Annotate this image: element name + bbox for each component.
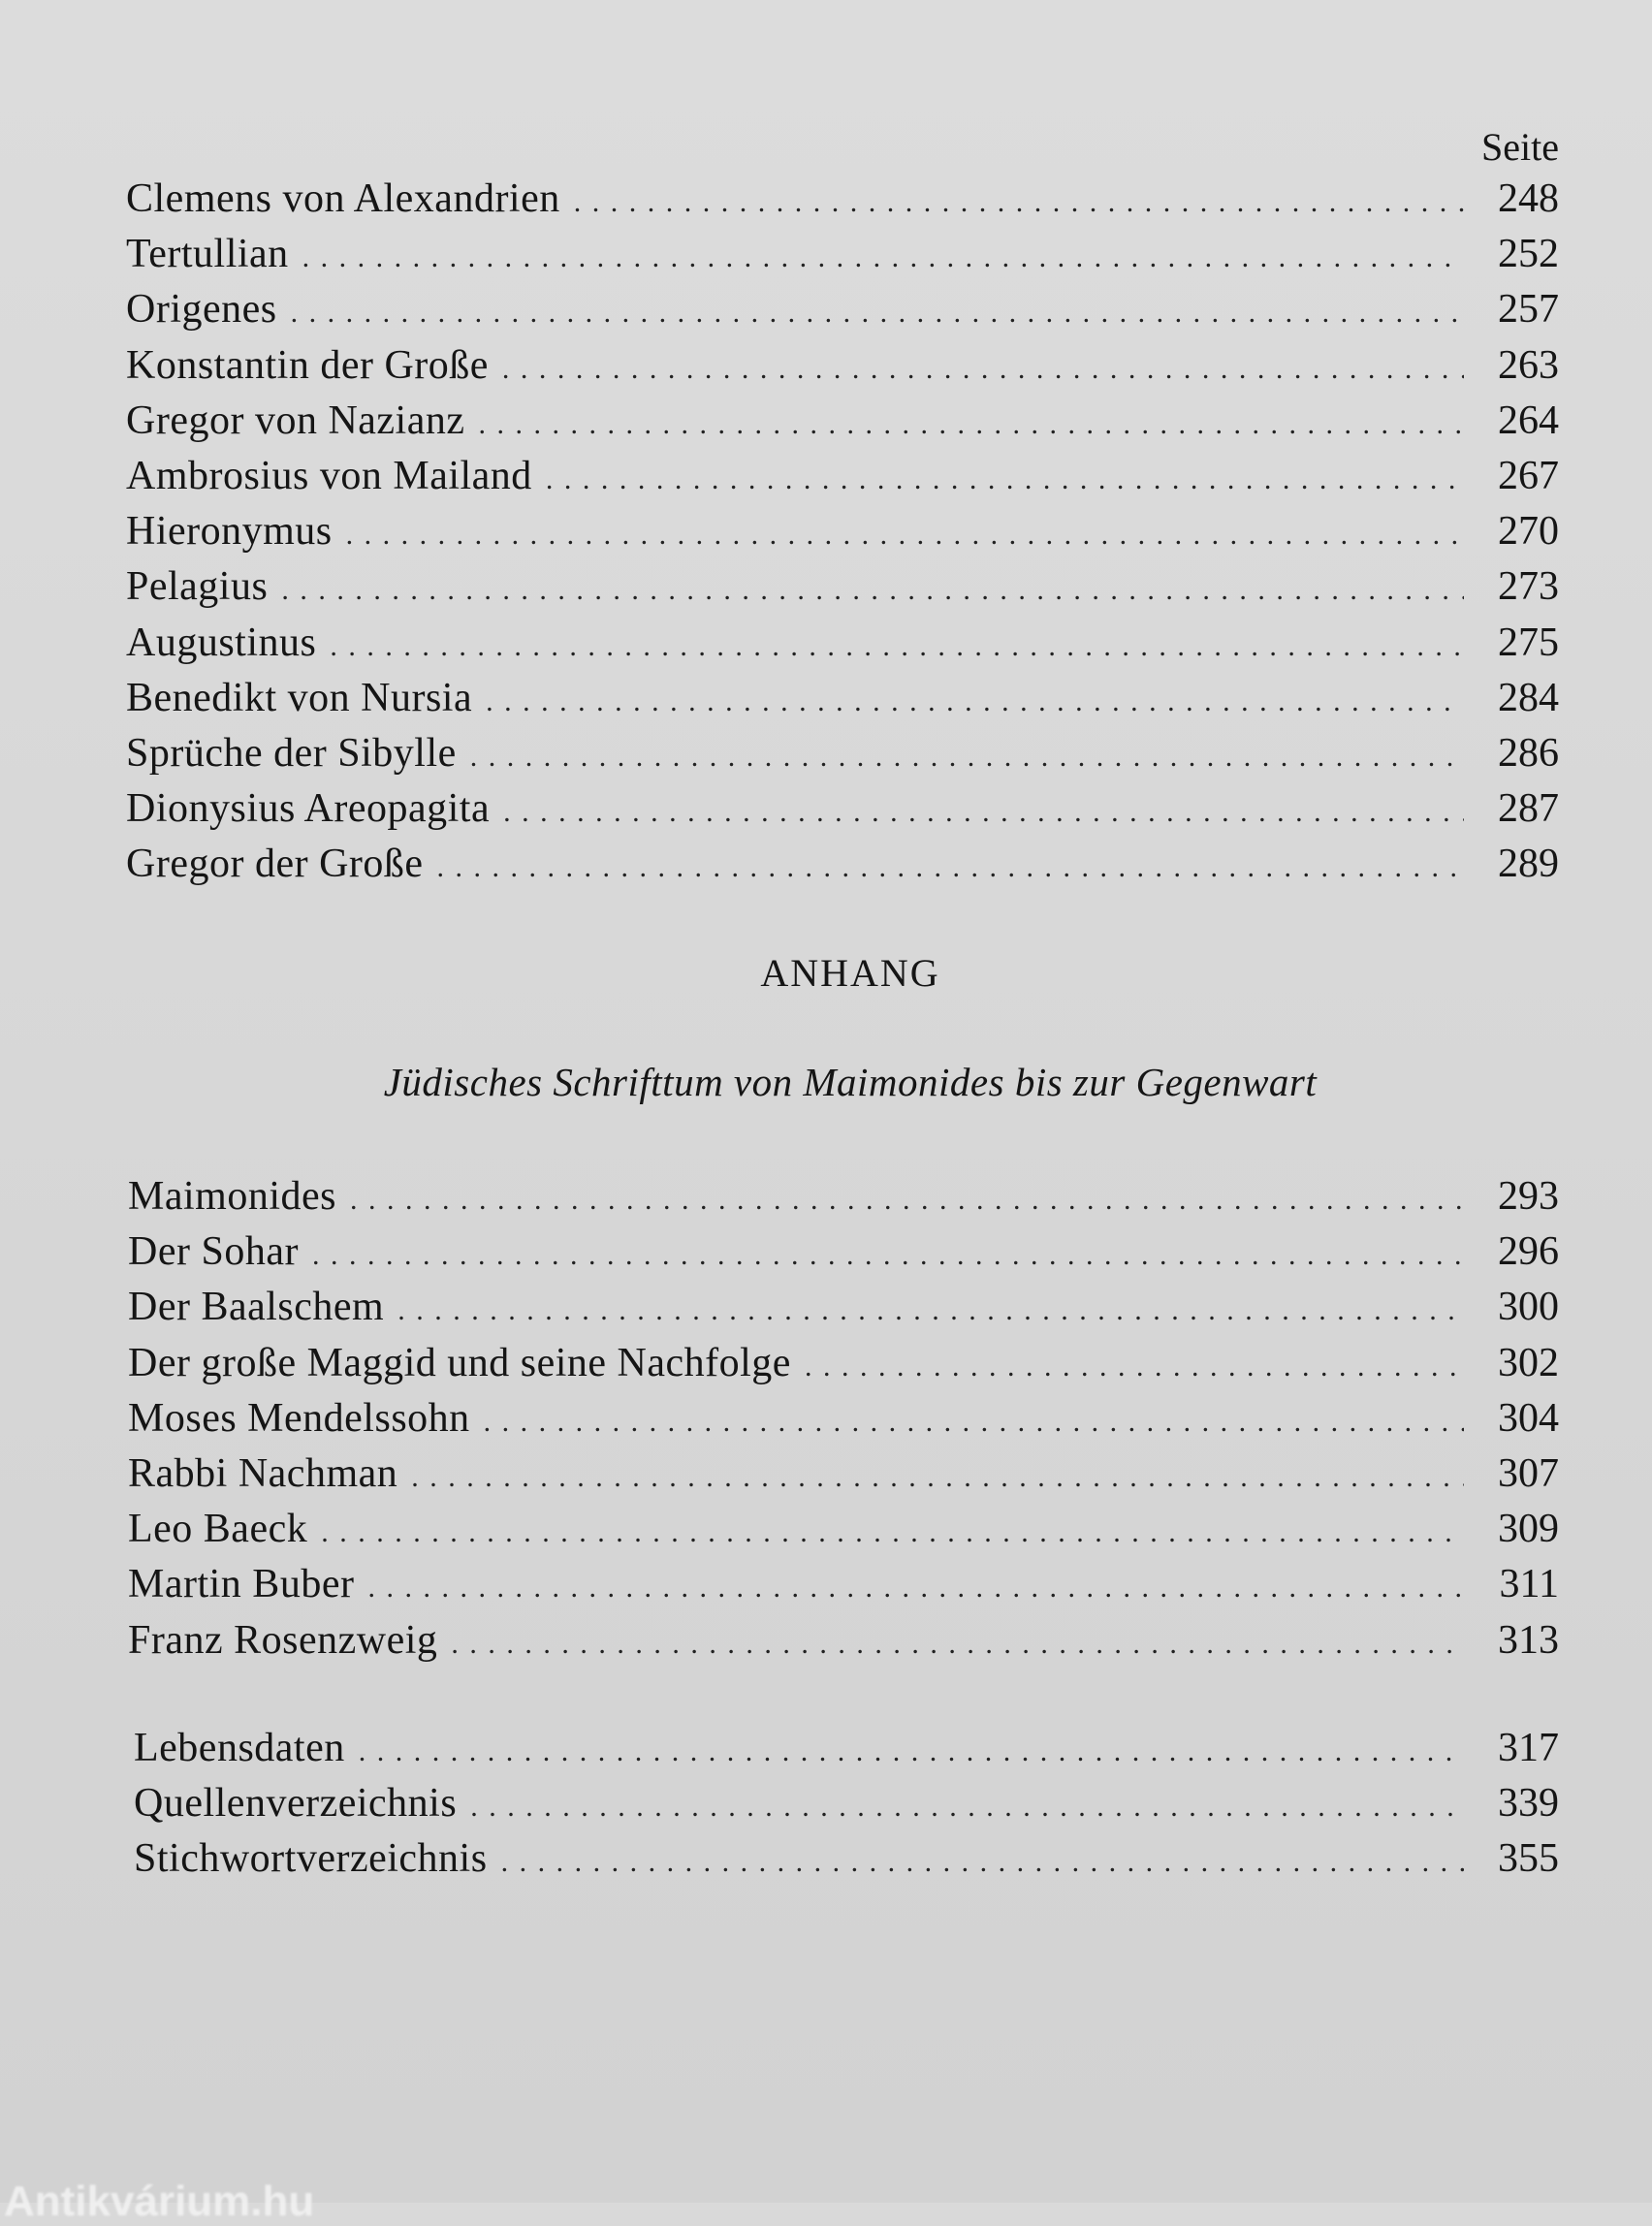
toc-entry: [126, 620, 1559, 675]
dot-leader: [367, 1572, 1464, 1605]
dot-leader: [359, 1735, 1464, 1768]
toc-entry-page: 317: [1498, 1726, 1559, 1770]
dot-leader: [451, 1628, 1464, 1661]
toc-entry: [126, 286, 1559, 341]
toc-entry-page: 355: [1498, 1836, 1559, 1882]
page-column-header: Seite: [1481, 125, 1559, 169]
toc-entry-page: 293: [1498, 1174, 1559, 1219]
toc-entry: [128, 1506, 1559, 1561]
toc-entry-page: 252: [1498, 232, 1559, 277]
toc-entry-title: Rabbi Nachman: [128, 1450, 398, 1496]
toc-entry: [126, 508, 1559, 563]
dot-leader: [503, 796, 1464, 829]
dot-leader: [805, 1351, 1464, 1383]
toc-entry-title: Lebensdaten: [134, 1726, 345, 1770]
toc-entry: [126, 398, 1559, 453]
toc-entry-title: Gregor der Große: [126, 842, 424, 887]
dot-leader: [437, 851, 1464, 884]
toc-entry-title: Hieronymus: [126, 509, 333, 555]
toc-entry-title: Benedikt von Nursia: [126, 675, 473, 720]
toc-entry-page: 289: [1498, 842, 1559, 887]
dot-leader: [546, 463, 1464, 496]
toc-entry-title: Dionysius Areopagita: [126, 786, 491, 832]
toc-entry-title: Der Baalschem: [128, 1285, 385, 1330]
toc-entry-page: 309: [1498, 1507, 1559, 1552]
toc-entry-title: Tertullian: [126, 232, 289, 277]
toc-entry: [126, 231, 1559, 286]
toc-entry-title: Konstantin der Große: [126, 342, 489, 388]
toc-entry-title: Maimonides: [128, 1174, 336, 1219]
toc-entry-title: Ambrosius von Mailand: [126, 453, 532, 498]
dot-leader: [501, 1846, 1464, 1879]
toc-entry-page: 267: [1498, 453, 1559, 498]
toc-entry: [126, 175, 1559, 231]
dot-leader: [470, 741, 1464, 774]
toc-entry-page: 302: [1498, 1340, 1559, 1385]
toc-entry: [126, 453, 1559, 508]
dot-leader: [302, 241, 1464, 274]
toc-entry-page: 286: [1498, 730, 1559, 776]
toc-entry: [126, 730, 1559, 785]
toc-entry: [126, 675, 1559, 730]
toc-entry: [126, 841, 1559, 896]
dot-leader: [502, 353, 1464, 386]
toc-entry: [134, 1835, 1559, 1891]
toc-entry-title: Stichwortverzeichnis: [134, 1836, 488, 1882]
dot-leader: [281, 574, 1464, 607]
toc-entry-page: 264: [1498, 398, 1559, 443]
toc-entry-title: Origenes: [126, 287, 277, 333]
toc-entry-title: Gregor von Nazianz: [126, 398, 465, 443]
dot-leader: [346, 519, 1464, 552]
toc-entry-title: Clemens von Alexandrien: [126, 176, 560, 221]
toc-entry-page: 270: [1498, 509, 1559, 555]
dot-leader: [291, 297, 1464, 330]
toc-entry: [134, 1725, 1559, 1780]
toc-entry: [126, 785, 1559, 841]
toc-entry: [134, 1780, 1559, 1835]
toc-entry: [128, 1561, 1559, 1616]
dot-leader: [486, 685, 1464, 718]
toc-entry-page: 273: [1498, 564, 1559, 610]
toc-section-3: [134, 1725, 1559, 1892]
toc-entry-page: 313: [1498, 1617, 1559, 1663]
toc-entry: [126, 563, 1559, 619]
toc-entry-page: 275: [1498, 620, 1559, 665]
watermark: Antikvárium.hu: [4, 2178, 315, 2225]
toc-entry-page: 304: [1498, 1395, 1559, 1441]
toc-section-2: [128, 1173, 1559, 1672]
toc-entry: [128, 1450, 1559, 1506]
toc-entry: [128, 1284, 1559, 1339]
dot-leader: [484, 1406, 1464, 1439]
toc-entry-title: Der große Maggid und seine Nachfolge: [128, 1340, 791, 1385]
toc-entry: [128, 1173, 1559, 1228]
toc-entry-title: Der Sohar: [128, 1229, 299, 1275]
toc-entry: [128, 1340, 1559, 1395]
dot-leader: [397, 1294, 1464, 1327]
dot-leader: [312, 1239, 1464, 1272]
toc-entry-page: 257: [1498, 287, 1559, 333]
toc-entry-title: Quellenverzeichnis: [134, 1781, 458, 1827]
toc-entry-page: 296: [1498, 1229, 1559, 1275]
toc-entry-page: 300: [1498, 1285, 1559, 1330]
toc-entry: [128, 1228, 1559, 1284]
dot-leader: [470, 1791, 1464, 1824]
toc-entry-page: 311: [1499, 1562, 1559, 1607]
toc-entry-title: Franz Rosenzweig: [128, 1617, 438, 1663]
toc-entry-page: 287: [1498, 786, 1559, 832]
appendix-heading: ANHANG: [760, 951, 940, 995]
toc-entry-page: 248: [1498, 176, 1559, 221]
dot-leader: [574, 186, 1464, 219]
toc-entry-page: 263: [1498, 342, 1559, 388]
toc-entry-title: Sprüche der Sibylle: [126, 730, 457, 776]
dot-leader: [321, 1516, 1464, 1549]
dot-leader: [411, 1461, 1464, 1494]
toc-entry-title: Leo Baeck: [128, 1507, 308, 1552]
toc-entry: [128, 1617, 1559, 1672]
appendix-subtitle: Jüdisches Schrifttum von Maimonides bis zur Gegenwart: [383, 1060, 1318, 1104]
toc-entry-title: Moses Mendelssohn: [128, 1395, 470, 1441]
toc-entry-title: Martin Buber: [128, 1562, 355, 1607]
toc-entry-title: Pelagius: [126, 564, 269, 610]
toc-entry-page: 339: [1498, 1781, 1559, 1827]
toc-entry: [128, 1395, 1559, 1450]
toc-entry: [126, 342, 1559, 398]
dot-leader: [330, 630, 1464, 663]
toc-entry-page: 307: [1498, 1450, 1559, 1496]
dot-leader: [350, 1184, 1464, 1217]
toc-section-1: [126, 175, 1559, 896]
dot-leader: [479, 408, 1464, 441]
toc-entry-page: 284: [1498, 675, 1559, 720]
toc-entry-title: Augustinus: [126, 620, 317, 665]
